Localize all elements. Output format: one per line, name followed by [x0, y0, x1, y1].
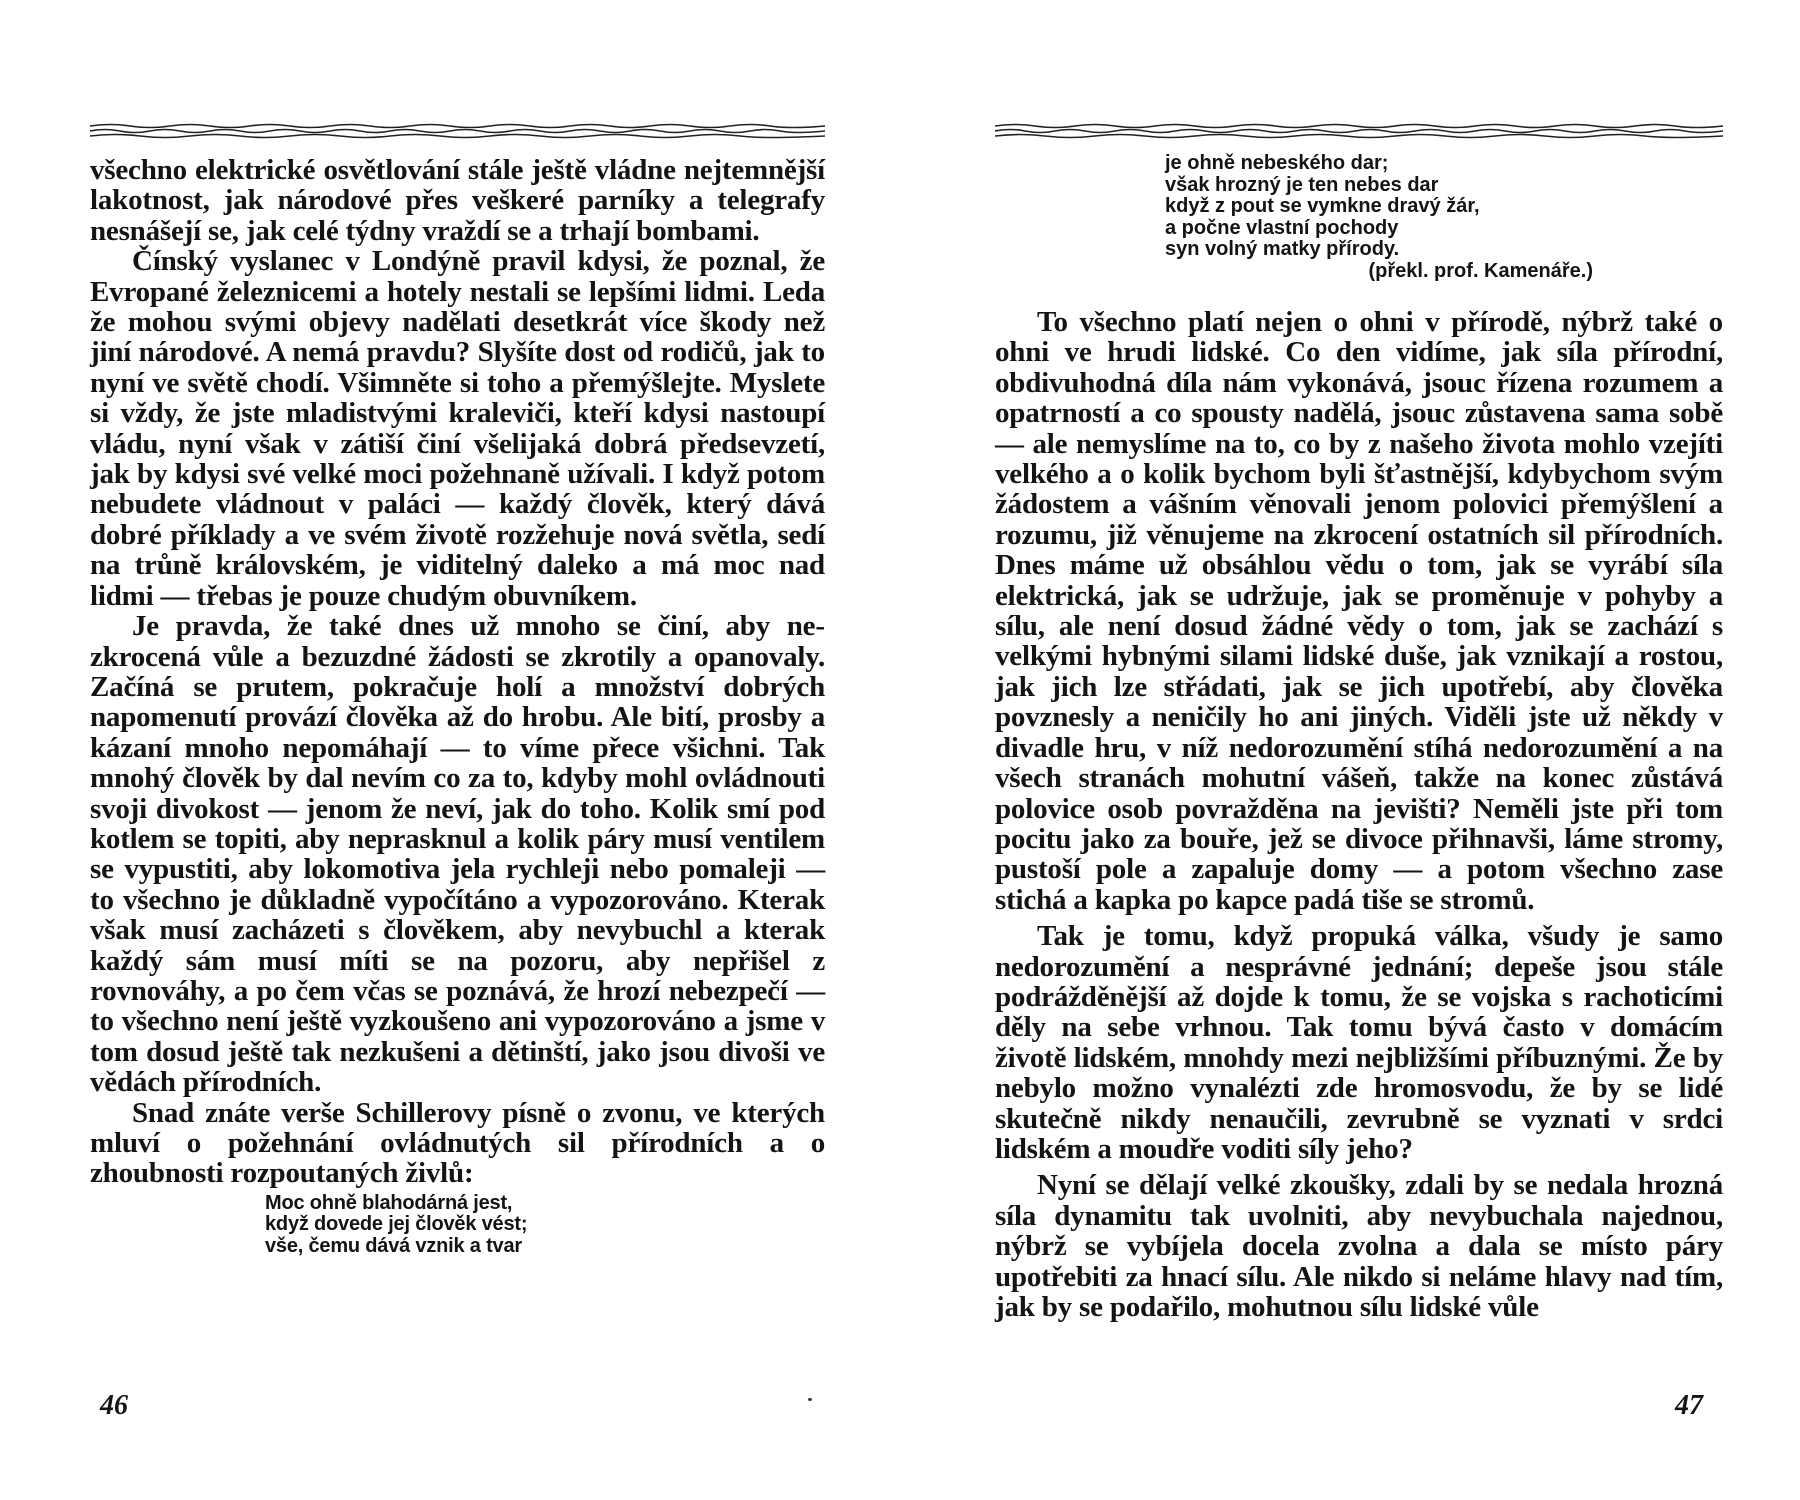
right-paragraph-3: Nyní se dělají velké zkoušky, zdali by se nedala hrozná síla dynamitu tak uvolniti, aby nevybuchala najednou, nýbrž se vybíjela docela zvolna a dala se místo páry upotřebiti za hnací sílu. Ale nikdo si neláme hlavy nad tím, jak by se podařilo, mohutnou sílu lidské vůle: [995, 1169, 1723, 1323]
right-paragraph-1: To všechno platí nejen o ohni v přírodě, nýbrž také o ohni ve hrudi lidské. Co den vidíme, jak síla přírodní, obdivuhodná díla nám vykonává, jsouc řízena rozumem a opatrností a co spousty nadělá, jsouc zůstavena sama sobě — ale nemyslíme na to, co by z našeho života mohlo vzejíti velkého a o kolik bychom byli šťastnější, kdybychom svým žádostem a vášním věnovali jenom polovici přemýšlení a rozumu, již věnujeme na zkrocení ostatních sil přírodních. Dnes máme už obsáhlou vědu o tom, jak se vyrábí síla elektrická, jak se udržuje, jak se proměnuje v pohyby a sílu, ale není dosud žádné vědy o tom, jak se zachází s velkými hybnými silami lidské duše, jak vznikají a rostou, jak jich lze střádati, jak se jich upotřebí, aby člověka povznesly a neničily ho ani jiných. Viděli jste už někdy v divadle hru, v níž nedorozumění stíhá nedorozumění a na všech stranách mohutní vášeň, takže na konec zůstává polovice osob povražděna na jevišti? Neměli jste při tom pocitu jako za bouře, jež se divoce přihnavši, láme stromy, pustoší pole a zapaluje domy — a potom všechno zase stichá a kapka po kapce padá tiše se stromů.: [995, 306, 1723, 916]
verse-line: je ohně nebeského dar;: [1165, 152, 1389, 174]
right-paragraph-2: Tak je tomu, když propuká válka, všudy je samo nedorozumění a nesprávné jednání; depeše jsou stále podrážděnější až dojde k tomu, že se vojska s rachoticími děly na sebe vrhnou. Tak tomu bývá často v domácím životě lidském, mnohdy mezi nejbližšími příbuznými. Že by nebylo možno vynalézti zde hromosvodu, že by se lidé skutečně nikdy nenaučili, zevrubně se vyznati v srdci lidském a moudře voditi síly jeho?: [995, 920, 1723, 1165]
right-page: [995, 0, 1723, 1500]
page-number-left: 46: [100, 1390, 128, 1421]
scan-speck: [808, 1398, 812, 1401]
verse-line: však hrozný je ten nebes dar: [1165, 173, 1439, 196]
verse-line: a počne vlastní pochody: [1165, 216, 1399, 239]
left-paragraph-4: Snad znáte verše Schillerovy písně o zvonu, ve kterých mluví o požehnání ovládnutých sil přírodních a o zhoubnosti rozpoutaných živlů:: [90, 1096, 825, 1190]
verse-line: když z pout se vymkne dravý žár,: [1165, 195, 1480, 217]
left-page: [90, 0, 825, 1500]
verse-line: vše, čemu dává vznik a tvar: [265, 1234, 522, 1257]
verse-line: syn volný matky přírody.: [1165, 238, 1400, 260]
ornament-rule: [995, 122, 1723, 140]
left-paragraph-1: všechno elektrické osvětlování stále ještě vládne nejtemnější lakotnost, jak národové přes veškeré parníky a telegrafy nesnášejí se, jak celé týdny vraždí se a trhají bombami.: [90, 154, 825, 247]
left-paragraph-3: Je pravda, že také dnes už mnoho se činí, aby nezkrocená vůle a bezuzdné žádosti se zkrotily a opanovaly. Začíná se prutem, pokračuje holí a množství dobrých napomenutí provází člověka až do hrobu. Ale bití, prosby a kázaní mnoho nepomáhají — to víme přece všichni. Tak mnohý člověk by dal nevím co za to, kdyby mohl ovládnouti svoji divokost — jenom že neví, jak do toho. Kolik smí pod kotlem se topiti, aby neprasknul a kolik páry musí ventilem se vypustiti, aby lokomotiva jela rychleji nebo pomaleji — to všechno je důkladně vypočítáno a vypozorováno. Kterak však musí zacházeti s člověkem, aby nevybuchl a kterak každý sám musí míti se na pozoru, aby nepřišel z rovnováhy, a po čem včas se poznává, že hrozí nebezpečí — to všechno není ještě vyzkoušeno ani vypozorováno a jsme v tom dosud ještě tak nezkušeni a dětinští, jako jsou divoši ve vědách přírodních.: [90, 610, 825, 1099]
right-verse: [1165, 153, 1665, 282]
header-ornament: [90, 122, 825, 140]
header-ornament: [995, 122, 1723, 140]
left-paragraph-2: Čínský vyslanec v Londýně pravil kdysi, že poznal, že Evropané železnicemi a hotely nestali se lepšími lidmi. Leda že mohou svými objevy nadělati desetkrát více škody než jiní národové. A nemá pravdu? Slyšíte dost od rodičů, jak to nyní ve světě chodí. Všimněte si toho a přemýšlejte. Myslete si vždy, že jste mladistvými kraleviči, kteří kdysi nastoupí vládu, nyní však v zátiší činí všelijaká dobrá předsevzetí, jak by kdysi své velké moci požehnaně užívali. I když potom nebudete vládnout v paláci — každý člověk, který dává dobré příklady a ve svém životě rozžehuje nová světla, sedí na trůně královském, je viditelný daleko a má moc nad lidmi — třebas je pouze chudým obuvníkem.: [90, 245, 825, 612]
left-body-text: [90, 155, 825, 1257]
right-body-text: [995, 307, 1723, 1322]
verse-credit: (překl. prof. Kamenáře.): [1368, 259, 1593, 282]
ornament-rule: [90, 122, 825, 140]
page-number-right: 47: [1675, 1390, 1703, 1421]
verse-line: když dovede jej člověk vést;: [265, 1213, 528, 1236]
verse-line: Moc ohně blahodárná jest,: [265, 1191, 513, 1214]
left-verse: [90, 1193, 825, 1258]
